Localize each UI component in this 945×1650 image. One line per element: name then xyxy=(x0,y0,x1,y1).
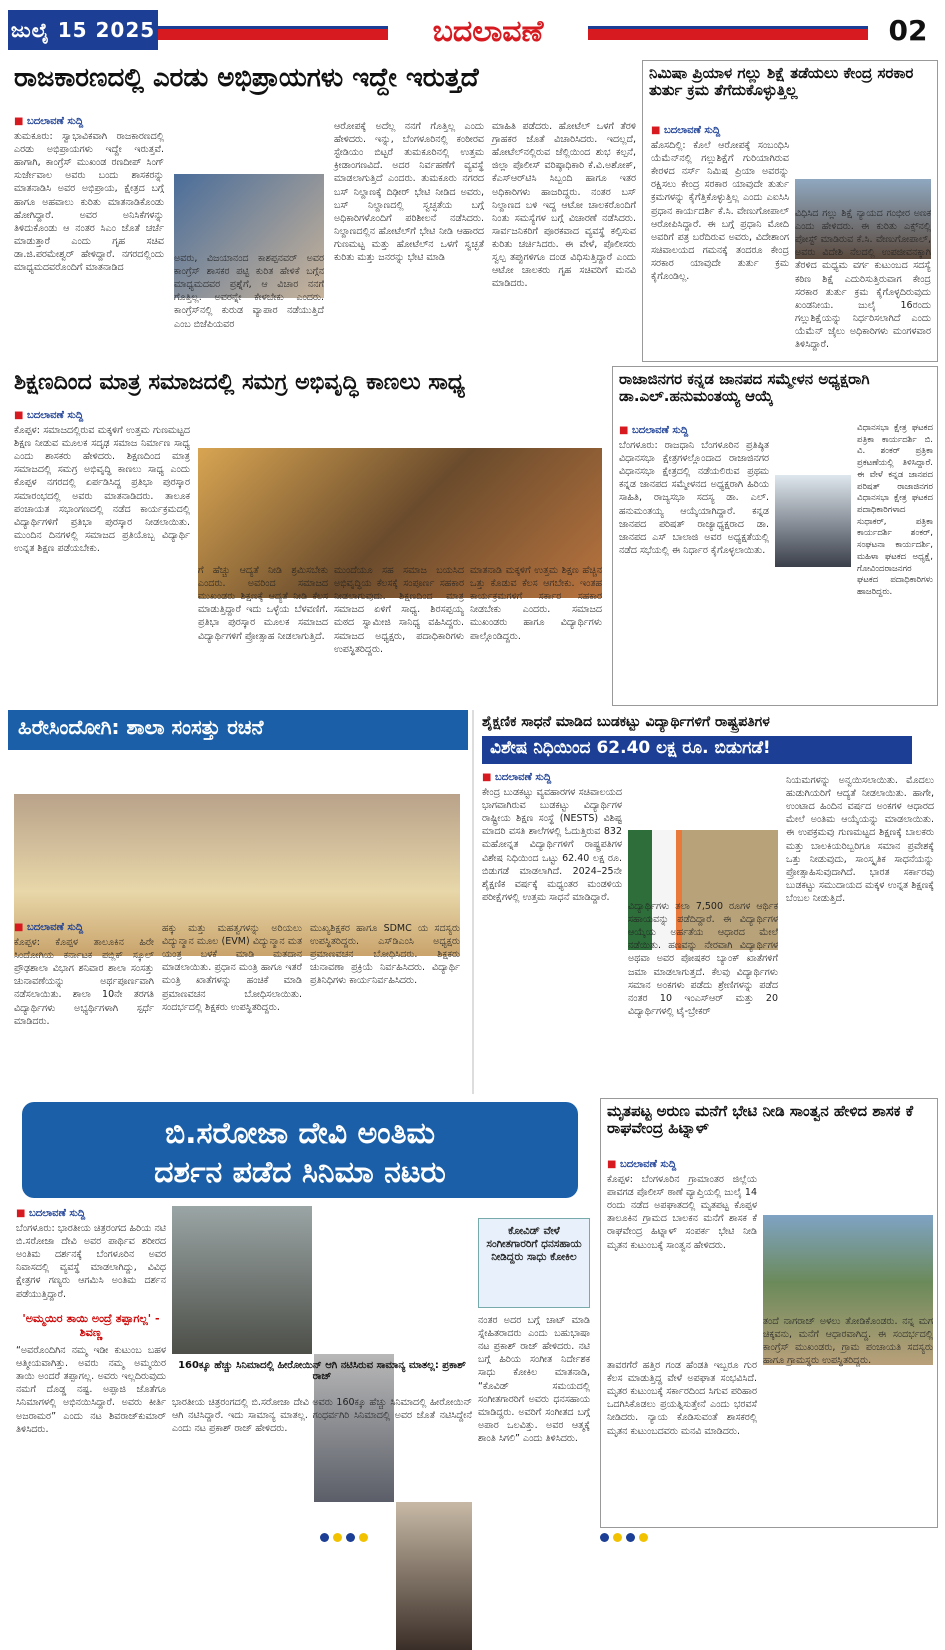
article-text: ಕೊಪ್ಪಳ: ಬೆಂಗಳೂರಿನ ಗ್ರಾಮಾಂತರ ಜಿಲ್ಲೆಯ ಪಾವಗಡ ಪೊಲೀಸ್ ಠಾಣೆ ವ್ಯಾಪ್ತಿಯಲ್ಲಿ ಜುಲೈ 14 ರಂದು ನಡೆದ ಅಪಘಾತದಲ್ಲಿ ಮೃತಪಟ್ಟ ಕೊಪ್ಪಳ ತಾಲೂಕಿನ ಗ್ರಾಮದ ಬಾಲಕನ ಮನೆಗೆ ಶಾಸಕ ಕೆ ರಾಘವೇಂದ್ರ ಹಿಟ್ನಾಳ್ ಸಂಪರ್ಕ ಭೇಟಿ ನೀಡಿ ಮೃತನ ಕುಟುಂಬಕ್ಕೆ ಸಾಂತ್ವನ ಹೇಳಿದರು. xyxy=(607,1174,757,1251)
article-nests-grant xyxy=(472,710,938,1094)
article-text: ವಿಧಾನಸಭಾ ಕ್ಷೇತ್ರ ಘಟಕದ ಪತ್ರಿಕಾ ಕಾರ್ಯದರ್ಶಿ ಬಿ. ವಿ. ಶಂಕರ್ ಪ್ರತ್ರಿಕಾ ಪ್ರಕಟಣೆಯಲ್ಲಿ ತಿಳಿಸಿದ್ದಾರೆ. ಈ ವೇಳೆ ಕನ್ನಡ ಜಾನಪದ ಪರಿಷತ್ ರಾಜಾಜಿನಗರ ವಿಧಾನಸಭಾ ಕ್ಷೇತ್ರ ಘಟಕದ ಪದಾಧಿಕಾರಿಗಳಾದ ಸುಧಾಕರ್, ಪತ್ರಿಕಾ ಕಾರ್ಯದರ್ಶಿ ಶಂಕರ್, ಸಂಘಟನಾ ಕಾರ್ಯದರ್ಶಿ, ಮಹಿಳಾ ಘಟಕದ ಅಧ್ಯಕ್ಷೆ, ಗೋವಿಂದರಾಜನಗರ ಘಟಕದ ಪದಾಧಿಕಾರಿಗಳು ಹಾಜರಿದ್ದರು. xyxy=(857,423,933,598)
article-headline: ರಾಜಕಾರಣದಲ್ಲಿ ಎರಡು ಅಭಿಪ್ರಾಯಗಳು ಇದ್ದೇ ಇರುತ್ತದೆ xyxy=(14,63,479,93)
article-byline: ■ ಬದಲಾವಣೆ ಸುದ್ದಿ xyxy=(619,425,769,436)
article-text: ಹೊಸದಿಲ್ಲಿ: ಕೊಲೆ ಆರೋಪಕ್ಕೆ ಸಂಬಂಧಿಸಿ ಯೆಮೆನ್‌ನಲ್ಲಿ ಗಲ್ಲುಶಿಕ್ಷೆಗೆ ಗುರಿಯಾಗಿರುವ ಕೇರಳದ ನರ್ಸ್ ನಿಮಿಷ ಪ್ರಿಯಾ ಅವರನ್ನು ರಕ್ಷಿಸಲು ಕೇಂದ್ರ ಸರಕಾರ ಯಾವುದೇ ತುರ್ತು ಕ್ರಮಗಳನ್ನು ಕೈಗೆತ್ತಿಕೊಳ್ಳುತ್ತಿಲ್ಲ ಎಂದು ಎಐಸಿಸಿ ಪ್ರಧಾನ ಕಾರ್ಯದರ್ಶಿ ಕೆ.ಸಿ. ವೇಣುಗೋಪಾಲ್ ಆರೋಪಿಸಿದ್ದಾರೆ. ಈ ಬಗ್ಗೆ ಪ್ರಧಾನಿ ಮೋದಿ ಅವರಿಗೆ ಪತ್ರ ಬರೆದಿರುವ ಅವರು, ವಿದೇಶಾಂಗ ಸಚಿವಾಲಯದ ಗಮನಕ್ಕೆ ತಂದರೂ ಕೇಂದ್ರ ಸರಕಾರ ಯಾವುದೇ ತುರ್ತು ಕ್ರಮ ಕೈಗೊಂಡಿಲ್ಲ. xyxy=(651,140,789,283)
article-byline: ■ ಬದಲಾವಣೆ ಸುದ್ದಿ xyxy=(651,125,789,136)
article-politics xyxy=(8,60,638,362)
photo-hanumanthaiah xyxy=(775,475,851,567)
article-education xyxy=(8,366,606,706)
article-byline: ■ ಬದಲಾವಣೆ ಸುದ್ದಿ xyxy=(14,116,164,127)
article-text: ವಿದ್ಯಾರ್ಥಿಗಳು ತಲಾ 7,500 ರೂಗಳ ಆರ್ಥಿಕ ಸಹಾಯವನ್ನು ಪಡೆದಿದ್ದಾರೆ. ಈ ವಿದ್ಯಾರ್ಥಿಗಳ ಆಯ್ಕೆಯ ಅರ್ಹತೆಯ ಆಧಾರದ ಮೇಲೆ ನಡೆಯಿತು. ಹಣವನ್ನು ನೇರವಾಗಿ ವಿದ್ಯಾರ್ಥಿಗಳ ಅಥವಾ ಅವರ ಪೋಷಕರ ಬ್ಯಾಂಕ್ ಖಾತೆಗಳಿಗೆ ಜಮಾ ಮಾಡಲಾಗುತ್ತದೆ. ಕೆಲವು ವಿದ್ಯಾರ್ಥಿಗಳು ಸಮಾನ ಅಂಕಗಳು ಪಡೆದು ಶ್ರೇಣಿಗಳನ್ನು ಪಡೆದ ನಂತರ 10 ಇಂಎಸ್‌ಆರ್ ಮತ್ತು 20 ವಿದ್ಯಾರ್ಥಿಗಳಲ್ಲಿ ಟೈ-ಬ್ರೇಕರ್ xyxy=(628,901,778,1017)
article-saroja-devi xyxy=(8,1098,596,1530)
article-text: “ಅವರೊಂದಿಗಿನ ನಮ್ಮ ಇಡೀ ಕುಟುಂಬ ಬಹಳ ಆತ್ಮೀಯವಾಗಿತ್ತು. ಅವರು ನಮ್ಮ ಅಮ್ಮಯಿರ ತಾಯಿ ಅಂದರೆ ತಪ್ಪಾಗಲ್ಲ. ಅವರು ಇಲ್ಲದಿರುವುದು ನಮಗೆ ದೊಡ್ಡ ನಷ್ಟ. ಅಪ್ಪಾಜಿ ಜೊತೆಗೂ ಸಿನಿಮಾಗಳಲ್ಲಿ ಅಭಿನಯಿಸಿದ್ದಾರೆ. ಅವರು ಕೀರ್ತಿ ಅಜರಾಮರ” ಎಂದು ನಟ ಶಿವರಾಜ್‌ಕುಮಾರ್ ತಿಳಿಸಿದರು. xyxy=(16,1345,166,1435)
article-school-parliament xyxy=(8,710,466,1094)
article-text: ಮುಂದೆಯೂ ಸಹ ಸಮಾಜ ಬಯಸಿದ ಅಭಿವೃದ್ಧಿಯ ಕೆಲಸಕ್ಕೆ ಸಂಪೂರ್ಣ ಸಹಕಾರ ನೀಡಲಾಗುವುದು. ಶಿಕ್ಷಣದಿಂದ ಮಾತ್ರ ಸಮಾಜದ ಏಳಿಗೆ ಸಾಧ್ಯ. ಶಿರಸಪ್ಪಯ್ಯ ಮಠದ ಸ್ವಾಮೀಜಿ ಸಾನಿಧ್ಯ ವಹಿಸಿದ್ದರು. ಸಮಾಜದ ಅಧ್ಯಕ್ಷರು, ಪದಾಧಿಕಾರಿಗಳು ಉಪಸ್ಥಿತರಿದ್ದರು. xyxy=(334,565,464,655)
article-subhead: 'ಅಮ್ಮಯಿರ ತಾಯಿ ಅಂದ್ರೆ ತಪ್ಪಾಗಲ್ಲ' - ಶಿವಣ್ಣ xyxy=(22,1312,160,1339)
article-text: ನಂತರ ಅದರ ಬಗ್ಗೆ ಚಾಟ್ ಮಾಡಿ ಸ್ನೇಹಿತರಾದರು ಎಂದು ಬಹುಭಾಷಾ ನಟ ಪ್ರಕಾಶ್ ರಾಜ್ ಹೇಳಿದರು. ನಟಿ ಬಗ್ಗೆ ಹಿರಿಯ ಸಂಗೀತ ನಿರ್ದೇಶಕ ಸಾಧು ಕೋಕಿಲ ಮಾತನಾಡಿ, “ಕೊವಿಡ್ ಸಮಯದಲ್ಲಿ ಸಂಗೀತಗಾರರಿಗೆ ಅವರು ಧನಸಹಾಯ ಮಾಡಿದ್ದರು. ಅವರಿಗೆ ಸಂಗೀತದ ಬಗ್ಗೆ ಅಪಾರ ಒಲವಿತ್ತು. ಅವರ ಆತ್ಮಕ್ಕೆ ಶಾಂತಿ ಸಿಗಲಿ” ಎಂದು ತಿಳಿಸಿದರು. xyxy=(478,1315,590,1444)
article-text: ಕೊಪ್ಪಳ: ಸಮಾಜದಲ್ಲಿರುವ ಮಕ್ಕಳಿಗೆ ಉತ್ತಮ ಗುಣಮಟ್ಟದ ಶಿಕ್ಷಣ ನೀಡುವ ಮೂಲಕ ಸದೃಢ ಸಮಾಜ ನಿರ್ಮಾಣ ಸಾಧ್ಯ ಎಂದು ಶಾಸಕರು ಹೇಳಿದರು. ಶಿಕ್ಷಣದಿಂದ ಮಾತ್ರ ಸಮಾಜದಲ್ಲಿ ಸಮಗ್ರ ಅಭಿವೃದ್ಧಿ ಕಾಣಲು ಸಾಧ್ಯ ಎಂದು ಕೊಪ್ಪಳ ನಗರದಲ್ಲಿ ಏರ್ಪಡಿಸಿದ್ದ ಪ್ರತಿಭಾ ಪುರಸ್ಕಾರ ಸಮಾರಂಭದಲ್ಲಿ ಅವರು ಮಾತನಾಡಿದರು. ತಾಲೂಕ ಪಂಚಾಯತ ಸಭಾಂಗಣದಲ್ಲಿ ನಡೆದ ಕಾರ್ಯಕ್ರಮದಲ್ಲಿ ವಿದ್ಯಾರ್ಥಿಗಳಿಗೆ ಪ್ರತಿಭಾ ಪುರಸ್ಕಾರ ನೀಡಲಾಯಿತು. ಮುಂದಿನ ದಿನಗಳಲ್ಲಿ ಸಮಾಜದ ಪ್ರತಿಯೊಬ್ಬ ವಿದ್ಯಾರ್ಥಿ ಉನ್ನತ ಶಿಕ್ಷಣ ಪಡೆಯಬೇಕು. xyxy=(14,425,190,554)
article-text: ಭಾರತೀಯ ಚಿತ್ರರಂಗದಲ್ಲಿ ಬಿ.ಸರೋಜಾ ದೇವಿ ಅವರು 160ಕ್ಕೂ ಹೆಚ್ಚು ಸಿನಿಮಾದಲ್ಲಿ ಹೀರೋಯಿನ್ ಆಗಿ ನಟಿಸಿದ್ದಾರೆ. ಇದು ಸಾಮಾನ್ಯ ಮಾತಲ್ಲ. ಗಂಧರ್ವಗಿರಿ ಸಿನಿಮಾದಲ್ಲಿ ಅವರ ಜೊತೆ ನಟಿಸಿದ್ದೇನೆ ಎಂದು ನಟ ಪ್ರಕಾಶ್ ರಾಜ್ ಹೇಳಿದರು. xyxy=(172,1397,472,1435)
issue-date: ಜುಲೈ 15 2025 xyxy=(8,10,158,50)
footer-dots-left xyxy=(320,1533,368,1542)
article-text: ಗೆ ಹೆಚ್ಚು ಆದ್ಯತೆ ನೀಡಿ ಶ್ರಮಿಸಬೇಕು ಎಂದರು. ಅವರಿಂದ ಸಮಾಜದ ಮುಖಂಡರು ಶಿಕ್ಷಣಕ್ಕೆ ಆದ್ಯತೆ ನೀಡಿ ಕೆಲಸ ಮಾಡುತ್ತಿದ್ದಾರೆ ಇದು ಒಳ್ಳೆಯ ಬೆಳವಣಿಗೆ. ಪ್ರತಿಭಾ ಪುರಸ್ಕಾರ ಮೂಲಕ ಸಮಾಜದ ವಿದ್ಯಾರ್ಥಿಗಳಿಗೆ ಪ್ರೋತ್ಸಾಹ ನೀಡಲಾಗುತ್ತಿದೆ. xyxy=(198,565,328,642)
article-byline: ■ ಬದಲಾವಣೆ ಸುದ್ದಿ xyxy=(16,1208,166,1219)
article-headline: ಶಿಕ್ಷಣದಿಂದ ಮಾತ್ರ ಸಮಾಜದಲ್ಲಿ ಸಮಗ್ರ ಅಭಿವೃದ್ಧಿ ಕಾಣಲು ಸಾಧ್ಯ xyxy=(14,370,465,395)
article-text: ಅವರು, ವಿಜಯಾನಂದ ಕಾಶಪ್ಪನವರ್ ಅವರ ಕಾಂಗ್ರೆಸ್ ಶಾಸಕರ ಪಟ್ಟಿ ಕುರಿತ ಹೇಳಿಕೆ ಬಗ್ಗೆನ ಮಾಧ್ಯಮದವರ ಪ್ರಶ್ನೆಗೆ, ಆ ವಿಚಾರ ನನಗೆ ಗೊತ್ತಿಲ್ಲ. ಅವರನ್ನೇ ಕೇಳಬೇಕು ಎಂದರು. ಕಾಂಗ್ರೆಸ್‌ನಲ್ಲಿ ಕುರುಡ ವ್ಯಾಪಾರ ನಡೆಯುತ್ತಿದೆ ಎಂಬ ಬಿಜೆಪಿಯವರ xyxy=(174,253,324,330)
article-text: ತಂದೆ ನಾಗರಾಜ್ ಅಳಲು ತೋಡಿಕೊಂಡರು. ನನ್ನ ಮಗ ಚಿಕ್ಕವನು, ಮನೆಗೆ ಆಧಾರವಾಗಿದ್ದ. ಈ ಸಂದರ್ಭದಲ್ಲಿ ಕಾಂಗ್ರೆಸ್ ಮುಖಂಡರು, ಗ್ರಾಮ ಪಂಚಾಯತಿ ಸದಸ್ಯರು ಹಾಗೂ ಗ್ರಾಮಸ್ಥರು ಉಪಸ್ಥಿತರಿದ್ದರು. xyxy=(763,1316,933,1367)
article-headline: ಬಿ.ಸರೋಜಾ ದೇವಿ ಅಂತಿಮ xyxy=(164,1116,436,1151)
footer-dots-right xyxy=(600,1533,648,1542)
article-headline: ಶೈಕ್ಷಣಿಕ ಸಾಧನೆ ಮಾಡಿದ ಬುಡಕಟ್ಟು ವಿದ್ಯಾರ್ಥಿಗಳಿಗೆ ರಾಷ್ಟ್ರಪತಿಗಳ xyxy=(482,714,770,730)
article-headline-banner xyxy=(22,1102,578,1198)
article-mla-visit xyxy=(600,1098,938,1528)
photo-sadhu-kokila xyxy=(396,1502,472,1650)
quote-box: ಕೋವಿಡ್ ವೇಳೆ ಸಂಗೀತಗಾರರಿಗೆ ಧನಸಹಾಯ ನೀಡಿದ್ದರು ಸಾಧು ಕೋಕಿಲ xyxy=(478,1218,590,1308)
article-headline: ನಿಮಿಷಾ ಪ್ರಿಯಾಳ ಗಲ್ಲು ಶಿಕ್ಷೆ ತಡೆಯಲು ಕೇಂದ್ರ ಸರಕಾರ ತುರ್ತು ಕ್ರಮ ತೆಗೆದುಕೊಳ್ಳುತ್ತಿಲ್ಲ xyxy=(649,64,914,100)
page-number: 02 xyxy=(888,13,928,47)
article-headline: ದರ್ಶನ ಪಡೆದ ಸಿನಿಮಾ ನಟರು xyxy=(154,1155,446,1190)
article-headline: ಮೃತಪಟ್ಟ ಅರುಣ ಮನೆಗೆ ಭೇಟಿ ನೀಡಿ ಸಾಂತ್ವನ ಹೇಳಿದ ಶಾಸಕ ಕೆ ರಾಘವೇಂದ್ರ ಹಿಟ್ನಾಳ್ xyxy=(607,1102,914,1138)
article-text: ಆರೋಪಕ್ಕೆ ಅದೆಲ್ಲ ನನಗೆ ಗೊತ್ತಿಲ್ಲ ಎಂದು ಹೇಳಿದರು. ಇನ್ನು, ಬೆಂಗಳೂರಿನಲ್ಲಿ ಕಂಠೀರವ ಸ್ಟೇಡಿಯಂ ಬಿಟ್ಟರೆ ತುಮಕೂರಿನಲ್ಲಿ ಉತ್ತಮ ಕ್ರೀಡಾಂಗಣವಿದೆ. ಅದರ ನಿರ್ವಹಣೆಗೆ ವ್ಯವಸ್ಥೆ ಮಾಡಲಾಗುತ್ತಿದೆ ಎಂದರು. ತುಮಕೂರು ನಗರದ ಬಸ್ ನಿಲ್ದಾಣಕ್ಕೆ ದಿಢೀರ್ ಭೇಟಿ ನೀಡಿದ ಅವರು, ಬಸ್ ನಿಲ್ದಾಣದಲ್ಲಿ ಸ್ವಚ್ಛತೆಯ ಬಗ್ಗೆ ಅಧಿಕಾರಿಗಳೊಂದಿಗೆ ಪರಿಶೀಲನೆ ನಡೆಸಿದರು. ನಿಲ್ದಾಣದಲ್ಲಿನ ಹೋಟೆಲ್‌ಗೆ ಭೇಟಿ ನೀಡಿ ಆಹಾರದ ಗುಣಮಟ್ಟ ಮತ್ತು ಹೋಟೆಲ್‌ನ ಒಳಗೆ ಸ್ವಚ್ಛತೆ ಕುರಿತು ಮತ್ತು ಜನರನ್ನು ಭೇಟಿ ಮಾಡಿ xyxy=(334,121,484,264)
newspaper-logo: ಬದಲಾವಣೆ xyxy=(388,8,588,54)
article-text: ಮುಖ್ಯಶಿಕ್ಷಕರ ಹಾಗೂ SDMC ಯ ಸದಸ್ಯರು ಉಪಸ್ಥಿತರಿದ್ದರು. ಎಸ್‌ಡಿಎಂಸಿ ಅಧ್ಯಕ್ಷರು ಪ್ರಮಾಣವಚನ ಬೋಧಿಸಿದರು. ಶಿಕ್ಷಕರು ಚುನಾವಣಾ ಪ್ರಕ್ರಿಯೆ ನಿರ್ವಹಿಸಿದರು. ವಿದ್ಯಾರ್ಥಿ ಪ್ರತಿನಿಧಿಗಳು ಕಾರ್ಯನಿರ್ವಹಿಸಿದರು. xyxy=(310,923,460,987)
article-text: ತುಮಕೂರು: ಸ್ವಾಭಾವಿಕವಾಗಿ ರಾಜಕಾರಣದಲ್ಲಿ ಎರಡು ಅಭಿಪ್ರಾಯಗಳು ಇದ್ದೇ ಇರುತ್ತವೆ. ಹಾಗಾಗಿ, ಕಾಂಗ್ರೆಸ್ ಮುಖಂಡ ರಣದೀಪ್ ಸಿಂಗ್ ಸುರ್ಜೇವಾಲ ಅವರು ಬಂದು ಶಾಸಕರನ್ನು ಮಾತನಾಡಿಸಿ ಅವರ ಅಭಿಪ್ರಾಯ, ಕ್ಷೇತ್ರದ ಬಗ್ಗೆ ಹಾಗೂ ಅಹವಾಲು ಕುರಿತು ಮಾತನಾಡಿಕೊಂಡು ಹೋಗಿದ್ದಾರೆ. ಅವರ ಅನಿಸಿಕೆಗಳನ್ನು ತಿಳಿದುಕೊಂಡು ಆ ನಂತರ ಸಿಎಂ ಜೊತೆ ಚರ್ಚೆ ಮಾಡುತ್ತಾರೆ ಎಂದು ಗೃಹ ಸಚಿವ ಡಾ.ಜಿ.ಪರಮೇಶ್ವರ್ ಹೇಳಿದ್ದಾರೆ. ನಗರದಲ್ಲಿಂದು ಮಾಧ್ಯಮದವರೊಂದಿಗೆ ಮಾತನಾಡಿದ xyxy=(14,131,164,274)
article-text: ಕೊಪ್ಪಳ: ಕೊಪ್ಪಳ ತಾಲೂಕಿನ ಹಿರೇ ಸಿಂದೋಗಿಯ ಕರ್ನಾಟಕ ಪಬ್ಲಿಕ್ ಸ್ಕೂಲ್ ಪ್ರೌಢಶಾಲಾ ವಿಭಾಗ ಶನಿವಾರ ಶಾಲಾ ಸಂಸತ್ತು ಚುನಾವಣೆಯನ್ನು ಅರ್ಥಪೂರ್ಣವಾಗಿ ನಡೆಸಲಾಯಿತು. ಶಾಲಾ 10ನೇ ತರಗತಿ ವಿದ್ಯಾರ್ಥಿಗಳು ಅಭ್ಯರ್ಥಿಗಳಾಗಿ ಸ್ಪರ್ಧೆ ಮಾಡಿದರು. xyxy=(14,937,154,1027)
article-byline: ■ ಬದಲಾವಣೆ ಸುದ್ದಿ xyxy=(14,410,190,421)
article-text: ಬೆಂಗಳೂರು: ಭಾರತೀಯ ಚಿತ್ರರಂಗದ ಹಿರಿಯ ನಟಿ ಬಿ.ಸರೋಜಾ ದೇವಿ ಅವರ ಪಾರ್ಥಿವ ಶರೀರದ ಅಂತಿಮ ದರ್ಶನಕ್ಕೆ ಬೆಂಗಳೂರಿನ ಅವರ ನಿವಾಸದಲ್ಲಿ ವ್ಯವಸ್ಥೆ ಮಾಡಲಾಗಿದ್ದು, ವಿವಿಧ ಕ್ಷೇತ್ರಗಳ ಗಣ್ಯರು ಆಗಮಿಸಿ ಅಂತಿಮ ದರ್ಶನ ಪಡೆಯುತ್ತಿದ್ದಾರೆ. xyxy=(16,1223,166,1300)
article-headline-highlight: ವಿಶೇಷ ನಿಧಿಯಿಂದ 62.40 ಲಕ್ಷ ರೂ. ಬಿಡುಗಡೆ! xyxy=(482,736,912,764)
article-text: ಹಕ್ಕು ಮತ್ತು ಮಹತ್ವಗಳನ್ನು ಅರಿಯಲು ವಿದ್ಯುನ್ಮಾನ ಮೂಲ (EVM) ವಿದ್ಯುನ್ಮಾನ ಮತ ಯಂತ್ರ ಬಳಕೆ ಮಾಡಿ ಮತದಾನ ಮಾಡಲಾಯಿತು. ಪ್ರಧಾನ ಮಂತ್ರಿ ಹಾಗೂ ಇತರೆ ಮಂತ್ರಿ ಖಾತೆಗಳನ್ನು ಹಂಚಿಕೆ ಮಾಡಿ ಪ್ರಮಾಣವಚನ ಬೋಧಿಸಲಾಯಿತು. ಸಂದರ್ಭದಲ್ಲಿ ಶಿಕ್ಷಕರು ಉಪಸ್ಥಿತರಿದ್ದರು. xyxy=(162,923,302,1013)
article-text: ಬೆಂಗಳೂರು: ರಾಜಧಾನಿ ಬೆಂಗಳೂರಿನ ಪ್ರತಿಷ್ಠಿತ ವಿಧಾನಸಭಾ ಕ್ಷೇತ್ರಗಳಲ್ಲೊಂದಾದ ರಾಜಾಜಿನಗರ ವಿಧಾನಸಭಾ ಕ್ಷೇತ್ರದಲ್ಲಿ ನಡೆಯಲಿರುವ ಪ್ರಥಮ ಕನ್ನಡ ಜಾನಪದ ಸಮ್ಮೇಳನದ ಅಧ್ಯಕ್ಷರಾಗಿ ಹಿರಿಯ ಸಾಹಿತಿ, ರಾಜ್ಯಸಭಾ ಸದಸ್ಯ ಡಾ. ಎಲ್. ಹನುಮಂತಯ್ಯ ಆಯ್ಕೆಯಾಗಿದ್ದಾರೆ. ಕನ್ನಡ ಜಾನಪದ ಪರಿಷತ್ ರಾಜ್ಯಾಧ್ಯಕ್ಷರಾದ ಡಾ. ಜಾನಪದ ಎಸ್ ಬಾಲಾಜಿ ಅವರ ಅಧ್ಯಕ್ಷತೆಯಲ್ಲಿ ನಡೆದ ಸಭೆಯಲ್ಲಿ ಈ ನಿರ್ಧಾರ ಕೈಗೊಳ್ಳಲಾಯಿತು. xyxy=(619,440,769,556)
article-text: ವಿಧಿಸಿದ ಗಲ್ಲು ಶಿಕ್ಷೆ ನ್ಯಾಯದ ಗಂಭೀರ ಅಣಕ ಎಂದು ಹೇಳಿದರು. ಈ ಕುರಿತು ಎಕ್ಸ್‌ನಲ್ಲಿ ಪೋಸ್ಟ್ ಮಾಡಿರುವ ಕೆ.ಸಿ. ವೇಣುಗೋಪಾಲ್, ಅವರು ವಿದೇಶಿ ನೆಲದಲ್ಲಿ ಉಪಜೀವನಕ್ಕಾಗಿ ತೆರಳಿದ ಮಧ್ಯಮ ವರ್ಗ ಕುಟುಂಬದ ಸದಸ್ಯೆ ಕಠಿಣ ಶಿಕ್ಷೆ ಎದುರಿಸುತ್ತಿರುವಾಗ ಕೇಂದ್ರ ಸರಕಾರ ತುರ್ತು ಕ್ರಮ ಕೈಗೊಳ್ಳದಿರುವುದು ಖಂಡನೀಯ. ಜುಲೈ 16ರಂದು ಗಲ್ಲುಶಿಕ್ಷೆಯನ್ನು ನಿರ್ಧರಿಸಲಾಗಿದೆ ಎಂದು ಯೆಮೆನ್ ಜೈಲು ಅಧಿಕಾರಿಗಳು ಮಂಗಳವಾರ ತಿಳಿಸಿದ್ದಾರೆ. xyxy=(795,208,931,351)
article-text: ತಾವರಗೆರೆ ಹತ್ತಿರ ಗಂಡ ಹೆಂಡತಿ ಇಬ್ಬರೂ ಗುರ ಕೆಲಸ ಮಾಡುತ್ತಿದ್ದ ವೇಳೆ ಅಪಘಾತ ಸಂಭವಿಸಿದೆ. ಮೃತರ ಕುಟುಂಬಕ್ಕೆ ಸರ್ಕಾರದಿಂದ ಸಿಗುವ ಪರಿಹಾರ ಒದಗಿಸಿಕೊಡಲು ಪ್ರಯತ್ನಿಸುತ್ತೇನೆ ಎಂದು ಭರವಸೆ ನೀಡಿದರು. ನ್ಯಾಯ ಕೊಡಿಸುವಂತೆ ಶಾಸಕರಲ್ಲಿ ಮೃತನ ಕುಟುಂಬದವರು ಮನವಿ ಮಾಡಿದರು. xyxy=(607,1360,757,1437)
article-headline: ಹಿರೇಸಿಂದೋಗಿ: ಶಾಲಾ ಸಂಸತ್ತು ರಚನೆ xyxy=(8,710,468,750)
article-nimisha xyxy=(642,60,938,362)
article-byline: ■ ಬದಲಾವಣೆ ಸುದ್ದಿ xyxy=(14,922,154,933)
photo-caption: 160ಕ್ಕೂ ಹೆಚ್ಚು ಸಿನಿಮಾದಲ್ಲಿ ಹೀರೋಯಿನ್ ಆಗಿ ನಟಿಸಿರುವ ಸಾಮಾನ್ಯ ಮಾತಲ್ಲ: ಪ್ರಕಾಶ್ ರಾಜ್ xyxy=(178,1360,466,1382)
article-text: ಕೇಂದ್ರ ಬುಡಕಟ್ಟು ವ್ಯವಹಾರಗಳ ಸಚಿವಾಲಯದ ಭಾಗವಾಗಿರುವ ಬುಡಕಟ್ಟು ವಿದ್ಯಾರ್ಥಿಗಳ ರಾಷ್ಟ್ರೀಯ ಶಿಕ್ಷಣ ಸಂಸ್ಥೆ (NESTS) ವಿಶಿಷ್ಟ ಮಾದರಿ ವಸತಿ ಶಾಲೆಗಳಲ್ಲಿ ಓದುತ್ತಿರುವ 832 ಮಹೋನ್ನತ ವಿದ್ಯಾರ್ಥಿಗಳಿಗೆ ರಾಷ್ಟ್ರಪತಿಗಳ ವಿಶೇಷ ನಿಧಿಯಿಂದ ಒಟ್ಟು 62.40 ಲಕ್ಷ ರೂ. ಬಿಡುಗಡೆ ಮಾಡಲಾಗಿದೆ. 2024–25ನೇ ಶೈಕ್ಷಣಿಕ ವರ್ಷಕ್ಕೆ ಮಧ್ಯಂತರ ಮಂಡಳಿಯ ಪರೀಕ್ಷೆಗಳಲ್ಲಿ ಉತ್ತಮ ಸಾಧನೆ ಮಾಡಿದ್ದಾರೆ. xyxy=(482,787,622,903)
article-byline: ■ ಬದಲಾವಣೆ ಸುದ್ದಿ xyxy=(482,772,622,783)
article-text: ನಿಯಮಗಳನ್ನು ಅನ್ವಯಿಸಲಾಯಿತು. ಮೊದಲು ಹುಡುಗಿಯರಿಗೆ ಆದ್ಯತೆ ನೀಡಲಾಯಿತು. ಹಾಗೇ, ಉಂಟಾದ ಹಿಂದಿನ ವರ್ಷದ ಅಂಕಗಳ ಆಧಾರದ ಮೇಲೆ ಅಂತಿಮ ಆಯ್ಕೆಯನ್ನು ಮಾಡಲಾಯಿತು. ಈ ಉಪಕ್ರಮವು ಗುಣಮಟ್ಟದ ಶಿಕ್ಷಣಕ್ಕೆ ಬಾಲಕರು ಮತ್ತು ಬಾಲಕಿಯರಿಬ್ಬರಿಗೂ ಸಮಾನ ಪ್ರವೇಶಕ್ಕೆ ಒತ್ತು ನೀಡುವುದು, ಸಾಂಸ್ಕೃತಿಕ ಸಾಧನೆಯನ್ನು ಪ್ರೋತ್ಸಾಹಿಸುವುದಾಗಿದೆ. ಭಾರತ ಸರ್ಕಾರವು ಬುಡಕಟ್ಟು ಸಮುದಾಯದ ಮಕ್ಕಳ ಉನ್ನತ ಶಿಕ್ಷಣಕ್ಕೆ ಬೆಂಬಲ ನೀಡುತ್ತಿದೆ. xyxy=(786,775,934,904)
article-headline: ರಾಜಾಜಿನಗರ ಕನ್ನಡ ಜಾನಪದ ಸಮ್ಮೇಳನ ಅಧ್ಯಕ್ಷರಾಗಿ ಡಾ.ಎಲ್.ಹನುಮಂತಯ್ಯ ಆಯ್ಕೆ xyxy=(619,370,870,406)
photo-prakash-raj xyxy=(172,1206,312,1354)
article-text: ಮಾಹಿತಿ ಪಡೆದರು. ಹೋಟೆಲ್ ಒಳಗೆ ತೆರಳಿ ಗ್ರಾಹಕರ ಜೊತೆ ವಿಚಾರಿಸಿದರು. ಇದಲ್ಲದೆ, ಹೋಟೆಲ್‌ನಲ್ಲಿರುವ ಜೆಲ್ಲಿಯಿಂದ ಶುಭ ಕಲ್ಪನೆ, ಜಿಲ್ಲಾ ಪೊಲೀಸ್ ವರಿಷ್ಠಾಧಿಕಾರಿ ಕೆ.ವಿ.ಅಶೋಕ್, ಕೆಎಸ್‌ಆರ್‌ಟಿಸಿ ಸಿಬ್ಬಂದಿ ಹಾಗೂ ಇತರ ಅಧಿಕಾರಿಗಳು ಹಾಜರಿದ್ದರು. ನಂತರ ಬಸ್ ನಿಲ್ದಾಣದ ಬಳಿ ಇದ್ದ ಆಟೋ ಚಾಲಕರೊಂದಿಗೆ ನಿಂತು ಸಮಸ್ಯೆಗಳ ಬಗ್ಗೆ ವಿಚಾರಣೆ ನಡೆಸಿದರು. ಸಾರ್ವಜನಿಕರಿಗೆ ಪೂರಕವಾದ ವ್ಯವಸ್ಥೆ ಕಲ್ಪಿಸುವ ಕುರಿತು ಚರ್ಚಿಸಿದರು. ಈ ವೇಳೆ, ಪೊಲೀಸರು ಸ್ವಲ್ಪ ತಪ್ಪುಗಳಿಗೂ ದಂಡ ವಿಧಿಸುತ್ತಿದ್ದಾರೆ ಎಂದು ಆಟೋ ಚಾಲಕರು ಗೃಹ ಸಚಿವರಿಗೆ ಮನವಿ ಮಾಡಿದರು. xyxy=(492,121,636,290)
article-byline: ■ ಬದಲಾವಣೆ ಸುದ್ದಿ xyxy=(607,1159,757,1170)
article-text: ಮಾತನಾಡಿ ಮಕ್ಕಳಿಗೆ ಉತ್ತಮ ಶಿಕ್ಷಣ ಹೆಚ್ಚಿನ ಒತ್ತು ಕೊಡುವ ಕೆಲಸ ಆಗಬೇಕು. ಇಂತಹ ಕಾರ್ಯಕ್ರಮಗಳಿಗೆ ಸರ್ಕಾರ ಸಹಕಾರ ನೀಡಬೇಕು ಎಂದರು. ಸಮಾಜದ ಮುಖಂಡರು ಹಾಗೂ ವಿದ್ಯಾರ್ಥಿಗಳು ಪಾಲ್ಗೊಂಡಿದ್ದರು. xyxy=(470,565,602,642)
article-janapada xyxy=(612,366,938,706)
